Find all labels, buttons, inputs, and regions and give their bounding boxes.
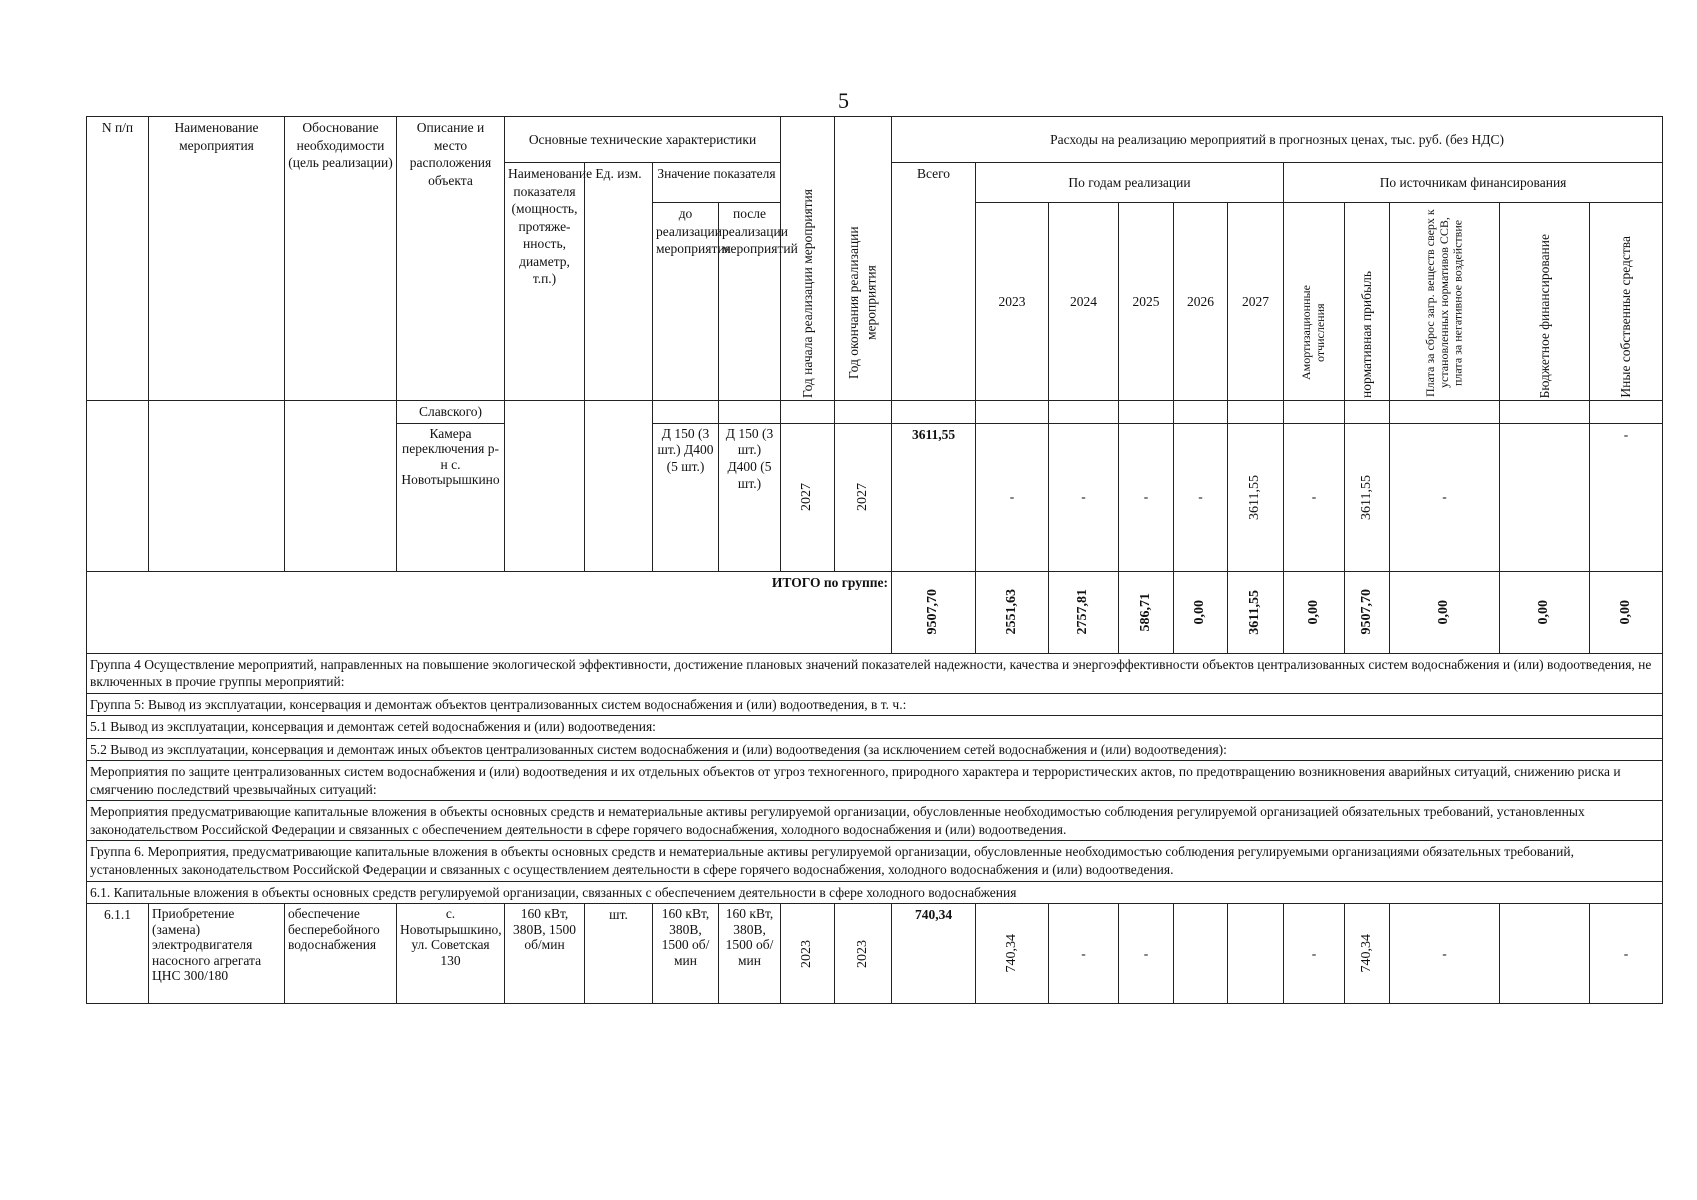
row-camera-year-end-cell xyxy=(835,423,892,571)
row-611-n: 6.1.1 xyxy=(87,904,149,1004)
header-year-2026: 2026 xyxy=(1174,203,1228,401)
group-5-2-heading: 5.2 Вывод из эксплуатации, консервация и демонтаж иных объектов централизованных систем водоснабжения и (или) водоотведения (за исключением сетей водоснабжения и (или) водоотведения): xyxy=(87,738,1663,761)
continuation-text: Славского) xyxy=(397,401,505,424)
header-by-years: По годам реализации xyxy=(976,163,1284,203)
row-camera-other: - xyxy=(1590,423,1663,571)
row-611-total: 740,34 xyxy=(892,904,976,1004)
total-budget-cell xyxy=(1500,571,1590,653)
row-camera-after: Д 150 (3 шт.) Д400 (5 шт.) xyxy=(719,423,781,571)
total-other: 0,00 xyxy=(1617,599,1633,625)
row-camera-2027-cell xyxy=(1228,423,1284,571)
header-source-profit xyxy=(1345,203,1390,401)
row-611-2025: - xyxy=(1119,904,1174,1004)
header-year-2027: 2027 xyxy=(1228,203,1284,401)
total-amort-cell xyxy=(1284,571,1345,653)
header-source-budget xyxy=(1500,203,1590,401)
row-camera-year-start: 2027 xyxy=(799,483,815,512)
total-2027: 3611,55 xyxy=(1247,589,1263,635)
header-costs: Расходы на реализацию мероприятий в прогнозных ценах, тыс. руб. (без НДС) xyxy=(892,117,1663,163)
row-611-year-start-cell xyxy=(781,904,835,1004)
row-611-2023: 740,34 xyxy=(1003,934,1019,973)
total-2023-cell xyxy=(976,571,1049,653)
header-indicator-name: Наименование показателя (мощность, протяже-нность, диаметр, т.п.) xyxy=(505,163,585,401)
total-all-cell xyxy=(892,571,976,653)
row-611-year-end-cell xyxy=(835,904,892,1004)
row-611-name: Приобретение (замена) электродвигателя насосного агрегата ЦНС 300/180 xyxy=(149,904,285,1004)
row-611-indicator: 160 кВт, 380В, 1500 об/мин xyxy=(505,904,585,1004)
row-camera-amort: - xyxy=(1284,423,1345,571)
header-source-profit-text: нормативная прибыль xyxy=(1359,271,1375,398)
row-camera-2027: 3611,55 xyxy=(1247,474,1263,520)
total-2026-cell xyxy=(1174,571,1228,653)
row-camera-2025: - xyxy=(1119,423,1174,571)
total-other-cell xyxy=(1590,571,1663,653)
row-611-2026 xyxy=(1174,904,1228,1004)
total-2025-cell xyxy=(1119,571,1174,653)
row-camera-total: 3611,55 xyxy=(892,423,976,571)
header-year-2023: 2023 xyxy=(976,203,1049,401)
row-camera-unit xyxy=(585,401,653,572)
row-611-budget xyxy=(1500,904,1590,1004)
row-camera-profit: 3611,55 xyxy=(1358,474,1374,520)
row-camera-before: Д 150 (3 шт.) Д400 (5 шт.) xyxy=(653,423,719,571)
row-camera-year-end: 2027 xyxy=(854,483,870,512)
total-2026: 0,00 xyxy=(1192,599,1208,625)
total-all: 9507,70 xyxy=(925,589,941,635)
total-profit-cell xyxy=(1345,571,1390,653)
group-6-1-heading: 6.1. Капитальные вложения в объекты основных средств регулируемой организации, связанных с обеспечением деятельности в сфере холодного водоснабжения xyxy=(87,881,1663,904)
header-value: Значение показателя xyxy=(653,163,781,203)
header-source-amort-text: Амортизационные отчисления xyxy=(1299,285,1328,381)
row-camera-2023: - xyxy=(976,423,1049,571)
row-611-fee: - xyxy=(1390,904,1500,1004)
row-611-profit-cell xyxy=(1345,904,1390,1004)
row-camera-2024: - xyxy=(1049,423,1119,571)
header-description: Описание и место расположения объекта xyxy=(397,117,505,401)
group-4-heading: Группа 4 Осуществление мероприятий, направленных на повышение экологической эффективности, достижение плановых значений показателей надежности, качества и энергоэффективности объектов централизованных систем водоснабжения и (или) водоотведения, не включенных в прочие группы мероприятий: xyxy=(87,653,1663,693)
row-611-before: 160 кВт, 380В, 1500 об/мин xyxy=(653,904,719,1004)
total-2023: 2551,63 xyxy=(1003,589,1019,635)
header-year-start-text: Год начала реализации мероприятия xyxy=(799,188,815,398)
row-611-unit: шт. xyxy=(585,904,653,1004)
row-camera-budget xyxy=(1500,423,1590,571)
row-camera-fee: - xyxy=(1390,423,1500,571)
row-611-2023-cell xyxy=(976,904,1049,1004)
row-camera-2026: - xyxy=(1174,423,1228,571)
row-camera-description: Камера переключения р-н с. Новотырышкино xyxy=(397,423,505,571)
row-611-description: с. Новотырышкино, ул. Советская 130 xyxy=(397,904,505,1004)
total-2027-cell xyxy=(1228,571,1284,653)
total-2024-cell xyxy=(1049,571,1119,653)
protection-measures-heading: Мероприятия по защите централизованных систем водоснабжения и (или) водоотведения и их отдельных объектов от угроз техногенного, природного характера и террористических актов, по предотвращению возникновения аварийных ситуаций, снижению риска и смягчению последствий чрезвычайных ситуаций: xyxy=(87,761,1663,801)
row-611-year-end: 2023 xyxy=(854,939,870,968)
row-611-2024: - xyxy=(1049,904,1119,1004)
row-camera-justification xyxy=(285,401,397,572)
header-source-amort xyxy=(1284,203,1345,401)
header-source-other-text: Иные собственные средства xyxy=(1618,236,1634,398)
header-year-end xyxy=(835,117,892,401)
total-2025: 586,71 xyxy=(1137,592,1153,632)
group-6-heading: Группа 6. Мероприятия, предусматривающие капитальные вложения в объекты основных средств и нематериальные активы регулируемой организации, обусловленные необходимостью соблюдения регулируемыми организациями обязательных требований, установленных законодательством Российской Федерации и связанных с осуществлением деятельности в сфере горячего водоснабжения, холодного водоснабжения и (или) водоотведения. xyxy=(87,841,1663,881)
total-2024: 2757,81 xyxy=(1075,589,1091,635)
header-source-fee-text: Плата за сброс загр. веществ сверх к установленных нормативов ССВ, плата за негативное воздействие xyxy=(1422,209,1465,397)
header-source-other xyxy=(1590,203,1663,401)
header-before: до реализации мероприятия xyxy=(653,203,719,401)
total-budget: 0,00 xyxy=(1536,599,1552,625)
header-year-start xyxy=(781,117,835,401)
row-camera-n xyxy=(87,401,149,572)
row-camera-year-start-cell xyxy=(781,423,835,571)
row-611-justification: обеспечение бесперебойного водоснабжения xyxy=(285,904,397,1004)
header-name: Наименование мероприятия xyxy=(149,117,285,401)
row-camera-indicator xyxy=(505,401,585,572)
row-camera-name xyxy=(149,401,285,572)
investment-program-table xyxy=(86,116,1663,1004)
header-year-2025: 2025 xyxy=(1119,203,1174,401)
row-611-after: 160 кВт, 380В, 1500 об/мин xyxy=(719,904,781,1004)
header-unit: Ед. изм. xyxy=(585,163,653,401)
row-611-profit: 740,34 xyxy=(1358,934,1374,973)
row-611-year-start: 2023 xyxy=(799,939,815,968)
header-source-fee xyxy=(1390,203,1500,401)
header-by-sources: По источникам финансирования xyxy=(1284,163,1663,203)
row-611-2027 xyxy=(1228,904,1284,1004)
header-total: Всего xyxy=(892,163,976,401)
row-611-other: - xyxy=(1590,904,1663,1004)
header-after: после реализации мероприятий xyxy=(719,203,781,401)
total-fee-cell xyxy=(1390,571,1500,653)
header-tech: Основные технические характеристики xyxy=(505,117,781,163)
header-n: N п/п xyxy=(87,117,149,401)
total-label: ИТОГО по группе: xyxy=(87,571,892,653)
group-5-heading: Группа 5: Вывод из эксплуатации, консервация и демонтаж объектов централизованных систем водоснабжения и (или) водоотведения, в т. ч.: xyxy=(87,693,1663,716)
header-year-end-text: Год окончания реализации мероприятия xyxy=(846,226,880,380)
group-5-1-heading: 5.1 Вывод из эксплуатации, консервация и демонтаж сетей водоснабжения и (или) водоотведения: xyxy=(87,716,1663,739)
page-number: 5 xyxy=(838,88,849,113)
row-camera-profit-cell xyxy=(1345,423,1390,571)
header-year-2024: 2024 xyxy=(1049,203,1119,401)
total-amort: 0,00 xyxy=(1305,599,1321,625)
total-fee: 0,00 xyxy=(1436,599,1452,625)
total-profit: 9507,70 xyxy=(1358,589,1374,635)
header-justification: Обоснование необходимости (цель реализации) xyxy=(285,117,397,401)
row-611-amort: - xyxy=(1284,904,1345,1004)
header-source-budget-text: Бюджетное финансирование xyxy=(1536,233,1552,398)
capital-investment-heading: Мероприятия предусматривающие капитальные вложения в объекты основных средств и нематериальные активы регулируемой организации, обусловленные необходимостью соблюдения регулируемой организацией обязательных требований, установленных законодательством Российской Федерации и связанных с обеспечением деятельности в сфере горячего водоснабжения, холодного водоснабжения и (или) водоотведения. xyxy=(87,801,1663,841)
